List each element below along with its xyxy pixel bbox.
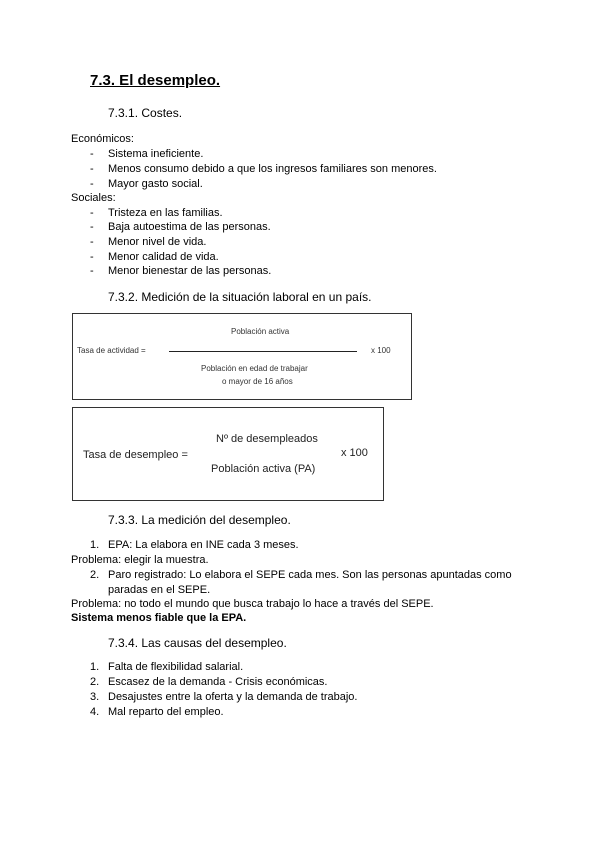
formula-box-tasa-actividad (72, 313, 412, 400)
problema-text: Problema: elegir la muestra. (71, 554, 209, 566)
formula-numerator: Población activa (231, 327, 290, 336)
section-medicion-laboral-heading: 7.3.2. Medición de la situación laboral en un país. (108, 290, 372, 304)
list-item: Mal reparto del empleo. (108, 706, 224, 718)
list-item: Mayor gasto social. (108, 178, 203, 190)
bullet-dash: - (90, 236, 94, 248)
list-number: 2. (90, 676, 100, 688)
section-costes-heading: 7.3.1. Costes. (108, 106, 183, 120)
formula-multiplier: x 100 (341, 447, 368, 459)
conclusion-text: Sistema menos fiable que la EPA. (71, 612, 247, 624)
list-item: Falta de flexibilidad salarial. (108, 661, 244, 673)
problema-text: Problema: no todo el mundo que busca trabajo lo hace a través del SEPE. (71, 598, 434, 610)
formula-denominator-line2: o mayor de 16 años (222, 377, 293, 386)
list-number: 3. (90, 691, 100, 703)
list-item: Escasez de la demanda - Crisis económicas. (108, 676, 328, 688)
list-number: 4. (90, 706, 100, 718)
bullet-dash: - (90, 178, 94, 190)
formula-multiplier: x 100 (371, 346, 391, 355)
formula-numerator: Nº de desempleados (216, 433, 318, 445)
bullet-dash: - (90, 251, 94, 263)
list-number: 2. (90, 569, 100, 581)
list-item: Sistema ineficiente. (108, 148, 204, 160)
list-item: Menos consumo debido a que los ingresos familiares son menores. (108, 163, 437, 175)
list-item-continuation: paradas en el SEPE. (108, 584, 211, 596)
section-causas-heading: 7.3.4. Las causas del desempleo. (108, 636, 287, 650)
list-item: Tristeza en las familias. (108, 207, 223, 219)
formula-label: Tasa de desempleo = (83, 449, 188, 461)
list-number: 1. (90, 661, 100, 673)
fraction-bar (169, 351, 357, 352)
section-medicion-desempleo-heading: 7.3.3. La medición del desempleo. (108, 513, 291, 527)
list-item: Paro registrado: Lo elabora el SEPE cada mes. Son las personas apuntadas como (108, 569, 512, 581)
list-item: Desajustes entre la oferta y la demanda de trabajo. (108, 691, 358, 703)
list-item: Menor calidad de vida. (108, 251, 219, 263)
list-number: 1. (90, 539, 100, 551)
formula-label: Tasa de actividad = (77, 346, 146, 355)
list-item: Menor nivel de vida. (108, 236, 207, 248)
bullet-dash: - (90, 163, 94, 175)
bullet-dash: - (90, 265, 94, 277)
list-item: EPA: La elabora en INE cada 3 meses. (108, 539, 299, 551)
bullet-dash: - (90, 221, 94, 233)
list-item: Menor bienestar de las personas. (108, 265, 272, 277)
page-title: 7.3. El desempleo. (90, 72, 221, 89)
sociales-heading: Sociales: (71, 192, 116, 204)
formula-denominator: Población activa (PA) (211, 463, 316, 475)
list-item: Baja autoestima de las personas. (108, 221, 271, 233)
formula-box-tasa-desempleo (72, 407, 384, 501)
formula-denominator: Población en edad de trabajar (201, 364, 308, 373)
bullet-dash: - (90, 148, 94, 160)
economicos-heading: Económicos: (71, 133, 134, 145)
bullet-dash: - (90, 207, 94, 219)
